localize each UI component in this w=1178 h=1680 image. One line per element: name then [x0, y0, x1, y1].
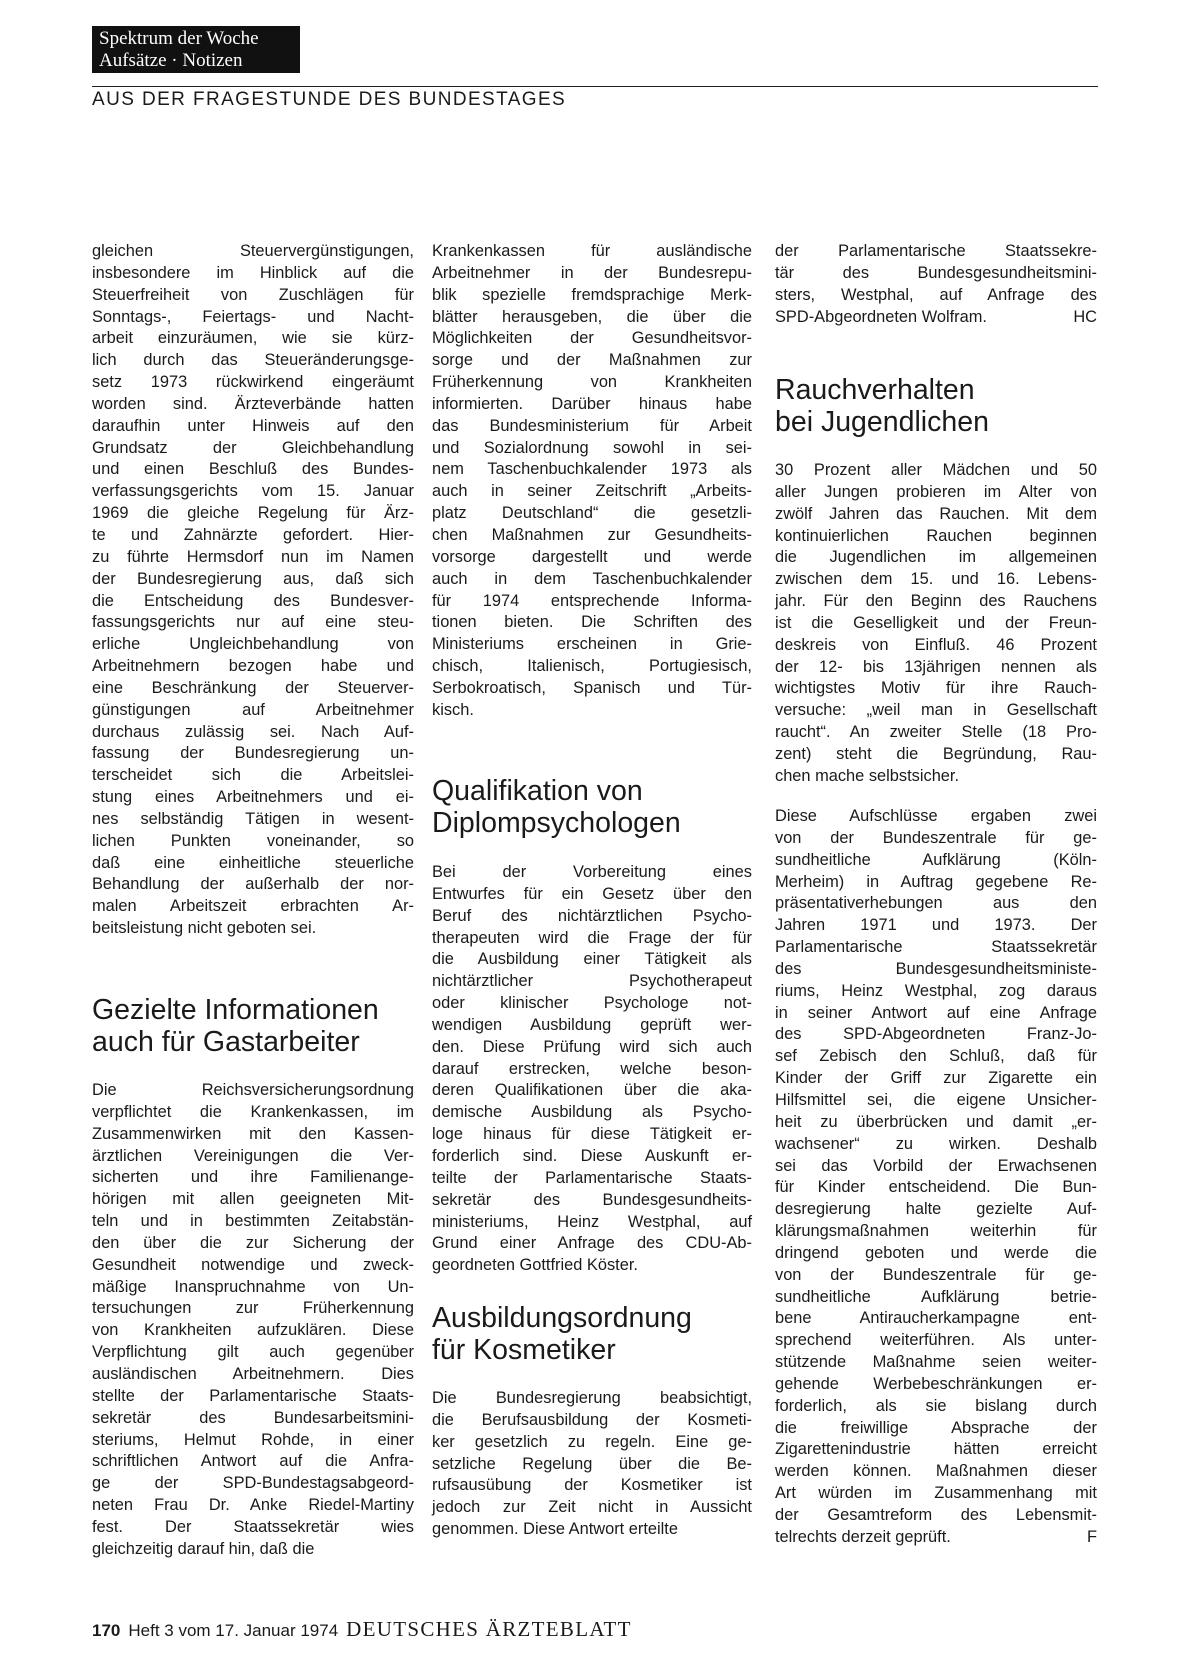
section-heading-text [432, 1302, 752, 1366]
text-line: Grundsatz der Gleichbehandlung [92, 438, 414, 457]
text-line: rufsausübung der Kosmetiker ist [432, 1476, 752, 1495]
text-line: deren Qualifikationen über die aka- [432, 1081, 752, 1100]
article-paragraph [432, 241, 752, 722]
text-line: lichen Punkten voneinander, so [92, 831, 414, 850]
section-label-line1: Spektrum der Woche [99, 28, 259, 49]
text-line: 1969 die gleiche Regelung für Ärz- [92, 504, 414, 523]
text-line: auch in dem Taschenbuchkalender [432, 569, 752, 588]
issue-info: Heft 3 vom 17. Januar 1974 [128, 1621, 339, 1640]
text-line: setzliche Regelung über die Be- [432, 1454, 752, 1473]
text-line: stützende Maßnahme seien weiter- [775, 1353, 1097, 1372]
text-line: teilte der Parlamentarische Staats- [432, 1168, 752, 1187]
text-line: auch in seiner Zeitschrift „Arbeits- [432, 482, 752, 501]
page-footer [92, 1617, 632, 1642]
article-paragraph [775, 460, 1097, 788]
text-line: stung eines Arbeitnehmers und ei- [92, 788, 414, 807]
text-line: gleichzeitig darauf hin, daß die [92, 1539, 315, 1558]
text-line: sekretär des Bundesgesundheits- [432, 1190, 752, 1209]
text-line: beitsleistung nicht geboten sei. [92, 919, 317, 938]
text-line: bene Antiraucherkampagne ent- [775, 1309, 1097, 1328]
text-line: Serbokroatisch, Spanisch und Tür- [432, 678, 752, 697]
text-line [775, 307, 1097, 329]
text-line: Hilfsmittel sei, die eigene Unsicher- [775, 1090, 1097, 1109]
text-line: von der Bundeszentrale für ge- [775, 828, 1097, 847]
text-line: Gesundheit notwendige und zweck- [92, 1255, 414, 1274]
text-line: und Sozialordnung sowohl in sei- [432, 438, 752, 457]
text-line: von Krankheiten aufzuklären. Diese [92, 1321, 414, 1340]
text-line: oder klinischer Psychologe not- [432, 994, 752, 1013]
section-heading-text [775, 374, 1097, 438]
text-line: platz Deutschland“ die gesetzli- [432, 504, 752, 523]
section-heading-text [92, 994, 414, 1058]
text-line: Art würden im Zusammenhang mit [775, 1484, 1097, 1503]
section-heading [432, 1302, 752, 1366]
text-line: Früherkennung von Krankheiten [432, 373, 752, 392]
text-line: zent) steht die Begründung, Rau- [775, 744, 1097, 763]
text-line: wichtigstes Motiv für ihre Rauch- [775, 679, 1097, 698]
heading-line: bei Jugendlichen [775, 406, 989, 438]
text-line: die Berufsausbildung der Kosmeti- [432, 1410, 752, 1429]
heading-line: für Kosmetiker [432, 1334, 616, 1366]
text-line: vorsorge dargestellt und werde [432, 547, 752, 566]
text-line: demische Ausbildung als Psycho- [432, 1103, 752, 1122]
text-line: Jahren 1971 und 1973. Der [775, 916, 1097, 935]
text-line: kisch. [432, 700, 474, 719]
text-line: sef Zebisch den Schluß, daß für [775, 1047, 1097, 1066]
text-line: fest. Der Staatssekretär wies [92, 1517, 414, 1536]
heading-line: Rauchverhalten [775, 374, 975, 406]
text-line: mäßige Inanspruchnahme von Un- [92, 1277, 414, 1296]
text-line: für Kinder entscheidend. Die Bun- [775, 1178, 1097, 1197]
text-line: nes selbständig Tätigen in wesent- [92, 809, 414, 828]
text-line: Arbeitnehmern bezogen habe und [92, 657, 414, 676]
text-line: Sonntags-, Feiertags- und Nacht- [92, 307, 414, 326]
text-line: teln und in bestimmten Zeitabstän- [92, 1212, 414, 1231]
text-line: des Bundesgesundheitsministe- [775, 959, 1097, 978]
text-line: Grund einer Anfrage des CDU-Ab- [432, 1234, 752, 1253]
text-line: geordneten Gottfried Köster. [432, 1256, 638, 1275]
article-paragraph [92, 1080, 414, 1561]
text-line: loge hinaus für diese Tätigkeit er- [432, 1125, 752, 1144]
section-heading [432, 775, 752, 839]
text-line: Ministeriums erscheinen in Grie- [432, 635, 752, 654]
text-line: chisch, Italienisch, Portugiesisch, [432, 657, 752, 676]
text-line: die Ausbildung einer Tätigkeit als [432, 950, 752, 969]
text-line: arbeit einzuräumen, wie sie kürz- [92, 329, 414, 348]
text-line: des SPD-Abgeordneten Franz-Jo- [775, 1025, 1097, 1044]
text-line: Krankenkassen für ausländische [432, 242, 752, 260]
author-initials: F [1086, 1527, 1097, 1546]
article-paragraph [432, 1388, 752, 1541]
text-line: Beruf des nichtärztlichen Psycho- [432, 906, 752, 925]
text-line-content: telrechts derzeit geprüft. [775, 1527, 951, 1546]
text-line: und einen Beschluß des Bundes- [92, 460, 414, 479]
text-line: informierten. Darüber hinaus habe [432, 394, 752, 413]
text-line: zwölf Jahren das Rauchen. Mit dem [775, 504, 1097, 523]
text-line: therapeuten wird die Frage der für [432, 928, 752, 947]
text-line: Steuerfreiheit von Zuschlägen für [92, 285, 414, 304]
text-line: Diese Aufschlüsse ergaben zwei [775, 807, 1097, 825]
section-heading [775, 374, 1097, 438]
text-line: raucht“. An zweiter Stelle (18 Pro- [775, 723, 1097, 742]
text-line: worden sind. Ärzteverbände hatten [92, 394, 414, 413]
text-line: ist die Geselligkeit und der Freun- [775, 613, 1097, 632]
text-line: setz 1973 rückwirkend eingeräumt [92, 373, 414, 392]
text-line: stellte der Parlamentarische Staats- [92, 1386, 414, 1405]
text-line: für 1974 entsprechende Informa- [432, 591, 752, 610]
text-line: 30 Prozent aller Mädchen und 50 [775, 461, 1097, 479]
article-paragraph [432, 862, 752, 1277]
text-line: versuche: „weil man in Gesellschaft [775, 701, 1097, 720]
text-line: sprechend weiterführen. Als unter- [775, 1331, 1097, 1350]
text-line: tionen bieten. Die Schriften des [432, 613, 752, 632]
text-line: Zigarettenindustrie hätten erreicht [775, 1440, 1097, 1459]
text-line: sicherten und ihre Familienange- [92, 1168, 414, 1187]
text-line: ministeriums, Heinz Westphal, auf [432, 1212, 752, 1231]
text-line: sundheitliche Aufklärung betrie- [775, 1287, 1097, 1306]
text-line: chen mache selbstsicher. [775, 766, 960, 785]
text-line: forderlich, als sie bislang durch [775, 1396, 1097, 1415]
text-line: die Entscheidung des Bundesver- [92, 591, 414, 610]
text-line: desregierung halte gezielte Auf- [775, 1200, 1097, 1219]
text-line: ker gesetzlich zu regeln. Eine ge- [432, 1432, 752, 1451]
text-line: jedoch zur Zeit nicht in Aussicht [432, 1498, 752, 1517]
text-line: lich durch das Steueränderungsge- [92, 351, 414, 370]
section-label-line2: Aufsätze · Notizen [99, 50, 243, 71]
author-initials: HC [1073, 307, 1097, 326]
text-line: die Jugendlichen im allgemeinen [775, 548, 1097, 567]
text-line: Arbeitnehmer in der Bundesrepu- [432, 263, 752, 282]
text-line: gleichen Steuervergünstigungen, [92, 242, 414, 260]
article-paragraph [92, 241, 414, 940]
publication-name: DEUTSCHES ÄRZTEBLATT [346, 1617, 632, 1641]
text-line: den. Diese Prüfung wird sich auch [432, 1037, 752, 1056]
page-header-title: AUS DER FRAGESTUNDE DES BUNDESTAGES [92, 89, 567, 110]
text-line: Kinder der Griff zur Zigarette ein [775, 1069, 1097, 1088]
text-line: deskreis von Einfluß. 46 Prozent [775, 635, 1097, 654]
text-line: erliche Ungleichbehandlung von [92, 635, 414, 654]
text-line: ge der SPD-Bundestagsabgeord- [92, 1474, 414, 1493]
text-line: verpflichtet die Krankenkassen, im [92, 1102, 414, 1121]
text-line: der Gesamtreform des Lebensmit- [775, 1506, 1097, 1524]
text-line: insbesondere im Hinblick auf die [92, 263, 414, 282]
text-line: das Bundesministerium für Arbeit [432, 416, 752, 435]
text-line: Bei der Vorbereitung eines [432, 863, 752, 881]
article-paragraph [775, 241, 1097, 328]
heading-line: Diplompsychologen [432, 807, 681, 839]
text-line: malen Arbeitszeit erbrachten Ar- [92, 897, 414, 916]
text-line: steriums, Helmut Rohde, in einer [92, 1430, 414, 1449]
text-line: tersuchungen zur Früherkennung [92, 1299, 414, 1318]
page-number: 170 [92, 1621, 121, 1640]
text-line: wendigen Ausbildung geprüft wer- [432, 1015, 752, 1034]
heading-line: Ausbildungsordnung [432, 1302, 692, 1334]
text-line: blik spezielle fremdsprachige Merk- [432, 285, 752, 304]
text-line: neten Frau Dr. Anke Riedel-Martiny [92, 1496, 414, 1515]
text-line: verfassungsgerichts vom 15. Januar [92, 482, 414, 501]
text-line: günstigungen auf Arbeitnehmer [92, 700, 414, 719]
text-line: sorge und der Maßnahmen zur [432, 351, 752, 370]
text-line: eine Beschränkung der Steuerver- [92, 678, 414, 697]
text-line: fassung der Bundesregierung un- [92, 744, 414, 763]
text-line: von der Bundeszentrale für ge- [775, 1265, 1097, 1284]
text-line: der 12- bis 13jährigen nennen als [775, 657, 1097, 676]
text-line: fassungsgerichts nur auf eine steu- [92, 613, 414, 632]
text-line: jahr. Für den Beginn des Rauchens [775, 592, 1097, 611]
text-line: der Bundesregierung aus, daß sich [92, 569, 414, 588]
text-line: durchaus zulässig sei. Nach Auf- [92, 722, 414, 741]
text-line: blätter herausgeben, die über die [432, 307, 752, 326]
text-line: te und Zahnärzte gefordert. Hier- [92, 525, 414, 544]
text-line: nichtärztlicher Psychotherapeut [432, 972, 752, 991]
text-line: Möglichkeiten der Gesundheitsvor- [432, 329, 752, 348]
text-line: aller Jungen probieren im Alter von [775, 482, 1097, 501]
text-line: Entwurfes für ein Gesetz über den [432, 884, 752, 903]
text-line: hörigen mit allen geeigneten Mit- [92, 1190, 414, 1209]
section-label [92, 26, 300, 73]
text-line: schriftlichen Antwort auf die Anfra- [92, 1452, 414, 1471]
text-line: werden können. Maßnahmen dieser [775, 1462, 1097, 1481]
text-line: heit zu überbrücken und damit „er- [775, 1112, 1097, 1131]
text-line: ärztlichen Vereinigungen die Ver- [92, 1146, 414, 1165]
text-line: präsentativerhebungen aus den [775, 894, 1097, 913]
text-line: der Parlamentarische Staatssekre- [775, 242, 1097, 260]
heading-line: Gezielte Informationen [92, 994, 379, 1026]
text-line: zu führte Hermsdorf nun im Namen [92, 547, 414, 566]
text-line: Merheim) in Auftrag gegebene Re- [775, 872, 1097, 891]
text-line: die freiwillige Absprache der [775, 1418, 1097, 1437]
text-line: terscheidet sich die Arbeitslei- [92, 766, 414, 785]
text-line: riums, Heinz Westphal, zog daraus [775, 981, 1097, 1000]
text-line: dringend geboten und werde die [775, 1243, 1097, 1262]
text-line [775, 1527, 1097, 1549]
text-line: Parlamentarische Staatssekretär [775, 938, 1097, 957]
text-line: Die Reichsversicherungsordnung [92, 1081, 414, 1099]
text-line: in seiner Antwort auf eine Anfrage [775, 1003, 1097, 1022]
section-heading-text [432, 775, 752, 839]
text-line: den über die zur Sicherung der [92, 1233, 414, 1252]
text-line: sekretär des Bundesarbeitsmini- [92, 1408, 414, 1427]
header-rule [92, 86, 1098, 87]
text-line: zwischen dem 15. und 16. Lebens- [775, 570, 1097, 589]
text-line: tär des Bundesgesundheitsmini- [775, 263, 1097, 282]
heading-line: auch für Gastarbeiter [92, 1026, 360, 1058]
text-line: chen Maßnahmen zur Gesundheits- [432, 525, 752, 544]
text-line: Zusammenwirken mit den Kassen- [92, 1124, 414, 1143]
text-line: forderlich sind. Diese Auskunft er- [432, 1146, 752, 1165]
article-paragraph [775, 806, 1097, 1549]
heading-line: Qualifikation von [432, 775, 643, 807]
text-line: ausländischen Arbeitnehmern. Dies [92, 1364, 414, 1383]
text-line: gehende Werbebeschränkungen er- [775, 1374, 1097, 1393]
text-line: wachsener“ zu wirken. Deshalb [775, 1134, 1097, 1153]
section-heading [92, 994, 414, 1058]
text-line: sei das Vorbild der Erwachsenen [775, 1156, 1097, 1175]
text-line: klärungsmaßnahmen weiterhin für [775, 1222, 1097, 1241]
text-line: Die Bundesregierung beabsichtigt, [432, 1389, 752, 1407]
text-line: daraufhin unter Hinweis auf den [92, 416, 414, 435]
text-line: Verpflichtung gilt auch gegenüber [92, 1343, 414, 1362]
text-line: Behandlung der außerhalb der nor- [92, 875, 414, 894]
text-line: kontinuierlichen Rauchen beginnen [775, 526, 1097, 545]
text-line: sters, Westphal, auf Anfrage des [775, 285, 1097, 304]
text-line: sundheitliche Aufklärung (Köln- [775, 850, 1097, 869]
text-line: darauf erstrecken, welche beson- [432, 1059, 752, 1078]
text-line: genommen. Diese Antwort erteilte [432, 1520, 678, 1539]
text-line: daß eine einheitliche steuerliche [92, 853, 414, 872]
text-line-content: SPD-Abgeordneten Wolfram. [775, 307, 987, 326]
text-line: nem Taschenbuchkalender 1973 als [432, 460, 752, 479]
